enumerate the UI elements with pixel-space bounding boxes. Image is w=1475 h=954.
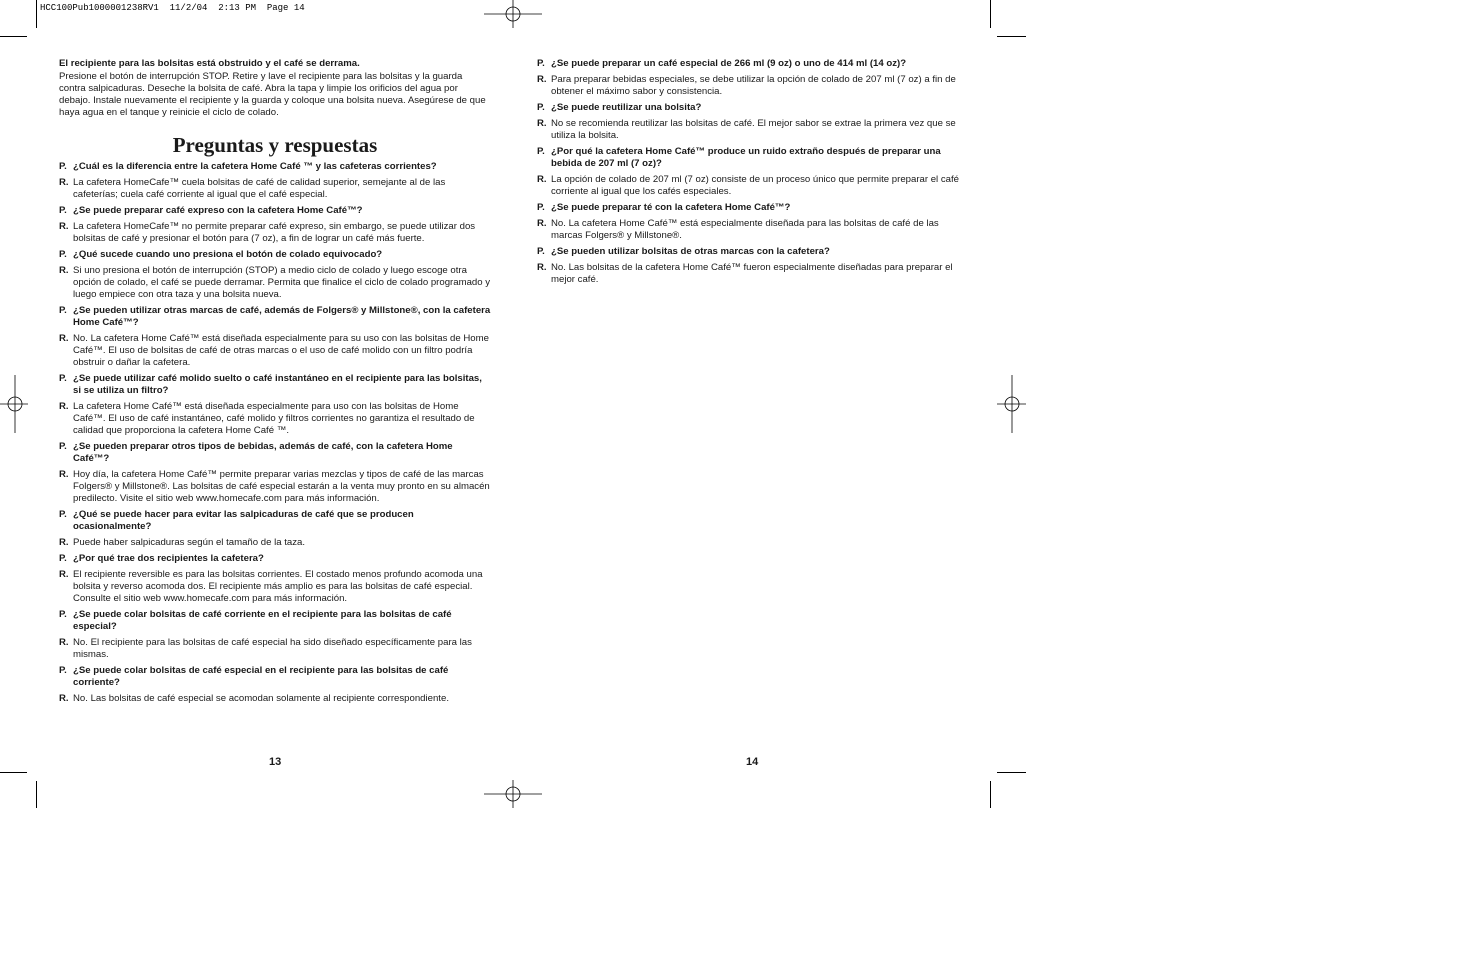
question-label: P. xyxy=(537,246,545,257)
answer xyxy=(59,401,491,437)
answer-label: R. xyxy=(59,569,69,580)
answer xyxy=(59,265,491,301)
qa-item xyxy=(537,246,967,286)
question-label: P. xyxy=(59,205,67,216)
qa-item xyxy=(59,553,491,605)
question-text: ¿Qué sucede cuando uno presiona el botón de colado equivocado? xyxy=(73,249,383,260)
qa-item xyxy=(59,161,491,201)
qa-item xyxy=(537,146,967,198)
answer xyxy=(59,469,491,505)
answer-text: No. Las bolsitas de café especial se acomodan solamente al recipiente correspondiente. xyxy=(73,693,449,704)
answer-text: La cafetera HomeCafe™ no permite preparar café expreso, sin embargo, se puede utilizar dos bolsitas de café y presionar el botón para (7 oz), a fin de lograr un café más fuerte. xyxy=(73,221,476,244)
answer-text: La cafetera Home Café™ está diseñada especialmente para uso con las bolsitas de Home Café™. El uso de café instantáneo, café molido y filtros corrientes no garantiza el resultado de calidad que proporciona la cafetera Home Café ™. xyxy=(73,401,475,436)
answer-text: El recipiente reversible es para las bolsitas corrientes. El costado menos profundo acomoda una bolsita y reverso acomoda dos. El recipiente más amplio es para las bolsitas de café especial. Consulte el sitio web www.homecafe.com para más información. xyxy=(73,569,483,604)
answer xyxy=(59,177,491,201)
question xyxy=(537,58,967,70)
question-label: P. xyxy=(59,373,67,384)
question xyxy=(59,305,491,329)
question xyxy=(59,161,491,173)
answer-label: R. xyxy=(59,401,69,412)
crop-mark-top-left-h xyxy=(0,36,27,37)
answer-label: R. xyxy=(59,637,69,648)
answer-label: R. xyxy=(537,262,547,273)
question-label: P. xyxy=(59,509,67,520)
section-title: Preguntas y respuestas xyxy=(172,133,378,157)
qa-item xyxy=(59,205,491,245)
question xyxy=(59,373,491,397)
question-label: P. xyxy=(59,665,67,676)
answer-text: No. El recipiente para las bolsitas de café especial ha sido diseñado específicamente para las mismas. xyxy=(73,637,472,660)
question-text: ¿Se pueden utilizar otras marcas de café, además de Folgers® y Millstone®, con la cafetera Home Café™? xyxy=(73,305,491,328)
qa-item xyxy=(59,441,491,505)
question-text: ¿Se pueden utilizar bolsitas de otras marcas con la cafetera? xyxy=(551,246,830,257)
crop-mark-bottom-right-h xyxy=(997,772,1026,773)
answer xyxy=(59,637,491,661)
question xyxy=(537,202,967,214)
answer xyxy=(537,262,967,286)
question xyxy=(59,441,491,465)
qa-item xyxy=(59,665,491,705)
answer-label: R. xyxy=(537,74,547,85)
right-page-column xyxy=(537,58,967,290)
question-label: P. xyxy=(59,609,67,620)
qa-item xyxy=(59,305,491,369)
answer xyxy=(537,118,967,142)
qa-item xyxy=(59,509,491,549)
qa-list-right xyxy=(537,58,967,286)
registration-mark-top xyxy=(484,0,544,30)
crop-mark-top-right-v xyxy=(990,0,991,28)
question-label: P. xyxy=(537,202,545,213)
qa-item xyxy=(537,102,967,142)
registration-mark-right xyxy=(997,375,1027,435)
question xyxy=(537,102,967,114)
question xyxy=(59,665,491,689)
page-number-right: 14 xyxy=(746,756,759,768)
question-label: P. xyxy=(59,161,67,172)
troubleshoot-body: Presione el botón de interrupción STOP. Retire y lave el recipiente para las bolsitas y la guarda contra salpicaduras. Deseche la bolsita de café. Abra la tapa y limpie los orificios del agua por debajo. Instale nuevamente el recipiente y la guarda y coloque una bolsita nueva. Asegúrese de que haya agua en el tanque y reinicie el ciclo de colado. xyxy=(59,71,486,118)
answer xyxy=(59,537,491,549)
question-text: ¿Se puede utilizar café molido suelto o café instantáneo en el recipiente para las bolsitas, si se utiliza un filtro? xyxy=(73,373,482,396)
question-label: P. xyxy=(537,58,545,69)
answer-label: R. xyxy=(537,174,547,185)
answer-text: La cafetera HomeCafe™ cuela bolsitas de café de calidad superior, semejante al de las cafeterías; cuela café corriente al igual que el café especial. xyxy=(73,177,446,200)
question-label: P. xyxy=(59,553,67,564)
crop-mark-top-right-h xyxy=(997,36,1026,37)
crop-mark-bottom-left-h xyxy=(0,772,27,773)
question-label: P. xyxy=(537,146,545,157)
crop-mark-bottom-right-v xyxy=(990,781,991,808)
question-label: P. xyxy=(537,102,545,113)
answer-label: R. xyxy=(59,221,69,232)
answer-label: R. xyxy=(59,265,69,276)
qa-item xyxy=(537,202,967,242)
question-label: P. xyxy=(59,441,67,452)
question-text: ¿Se puede colar bolsitas de café especial en el recipiente para las bolsitas de café corriente? xyxy=(73,665,449,688)
answer-text: Puede haber salpicaduras según el tamaño de la taza. xyxy=(73,537,306,548)
answer xyxy=(537,174,967,198)
answer-text: No se recomienda reutilizar las bolsitas de café. El mejor sabor se extrae la primera vez que se utiliza la bolsita. xyxy=(551,118,956,141)
qa-item xyxy=(537,58,967,98)
troubleshoot-title: El recipiente para las bolsitas está obstruido y el café se derrama. xyxy=(59,58,360,69)
answer-text: La opción de colado de 207 ml (7 oz) consiste de un proceso único que permite preparar el café corriente al igual que los cafés especiales. xyxy=(551,174,959,197)
question-label: P. xyxy=(59,305,67,316)
qa-item xyxy=(59,249,491,301)
question-text: ¿Qué se puede hacer para evitar las salpicaduras de café que se producen ocasionalmente? xyxy=(73,509,414,532)
question xyxy=(59,249,491,261)
question-text: ¿Por qué trae dos recipientes la cafetera? xyxy=(73,553,264,564)
question xyxy=(537,246,967,258)
answer-text: No. Las bolsitas de la cafetera Home Café™ fueron especialmente diseñadas para preparar el mejor café. xyxy=(551,262,953,285)
answer-label: R. xyxy=(59,333,69,344)
question-text: ¿Se puede preparar café expreso con la cafetera Home Café™? xyxy=(73,205,363,216)
question-label: P. xyxy=(59,249,67,260)
registration-mark-left xyxy=(0,375,30,435)
question-text: ¿Se puede reutilizar una bolsita? xyxy=(551,102,702,113)
question xyxy=(59,509,491,533)
question xyxy=(59,609,491,633)
answer-text: No. La cafetera Home Café™ está especialmente diseñada para las bolsitas de café de las marcas Folgers® y Millstone®. xyxy=(551,218,939,241)
answer-label: R. xyxy=(59,537,69,548)
question-text: ¿Se pueden preparar otros tipos de bebidas, además de café, con la cafetera Home Café™? xyxy=(73,441,453,464)
registration-mark-bottom xyxy=(484,780,544,810)
crop-mark-top-left-v xyxy=(36,0,37,28)
answer-label: R. xyxy=(59,693,69,704)
answer xyxy=(537,218,967,242)
answer xyxy=(59,693,491,705)
qa-item xyxy=(59,609,491,661)
answer-text: Hoy día, la cafetera Home Café™ permite preparar varias mezclas y tipos de café de las marcas Folgers® y Millstone®. Las bolsitas de café especial estarán a la venta muy pronto en su almacén predilecto. Visite el sitio web www.homecafe.com para más información. xyxy=(73,469,490,504)
answer xyxy=(537,74,967,98)
question xyxy=(59,553,491,565)
question-text: ¿Cuál es la diferencia entre la cafetera Home Café ™ y las cafeteras corrientes? xyxy=(73,161,437,172)
answer-label: R. xyxy=(59,177,69,188)
answer-label: R. xyxy=(537,118,547,129)
answer xyxy=(59,569,491,605)
page-number-left: 13 xyxy=(269,756,282,768)
answer-text: Para preparar bebidas especiales, se debe utilizar la opción de colado de 207 ml (7 oz) a fin de obtener el máximo sabor y consistencia. xyxy=(551,74,956,97)
question xyxy=(59,205,491,217)
answer xyxy=(59,221,491,245)
answer-text: No. La cafetera Home Café™ está diseñada especialmente para su uso con las bolsitas de Home Café™. El uso de bolsitas de café de otras marcas o el uso de café molido con un filtro podría obstruir o dañar la cafetera. xyxy=(73,333,489,368)
question-text: ¿Se puede preparar té con la cafetera Home Café™? xyxy=(551,202,791,213)
question-text: ¿Se puede colar bolsitas de café corriente en el recipiente para las bolsitas de café especial? xyxy=(73,609,452,632)
answer-text: Si uno presiona el botón de interrupción (STOP) a medio ciclo de colado y luego escoge otra opción de colado, el café se puede derramar. Permita que finalice el ciclo de colado programado y luego empiece con otra taza y una bolsita nueva. xyxy=(73,265,491,300)
answer-label: R. xyxy=(59,469,69,480)
question-text: ¿Por qué la cafetera Home Café™ produce un ruido extraño después de preparar una bebida de 207 ml (7 oz)? xyxy=(551,146,941,169)
answer-label: R. xyxy=(537,218,547,229)
qa-list-left xyxy=(59,161,491,705)
question-text: ¿Se puede preparar un café especial de 266 ml (9 oz) o uno de 414 ml (14 oz)? xyxy=(551,58,907,69)
print-slug: HCC100Pub1000001238RV1 11/2/04 2:13 PM Page 14 xyxy=(40,3,305,13)
left-page-column xyxy=(59,58,491,709)
crop-mark-bottom-left-v xyxy=(36,781,37,808)
answer xyxy=(59,333,491,369)
qa-item xyxy=(59,373,491,437)
question xyxy=(537,146,967,170)
